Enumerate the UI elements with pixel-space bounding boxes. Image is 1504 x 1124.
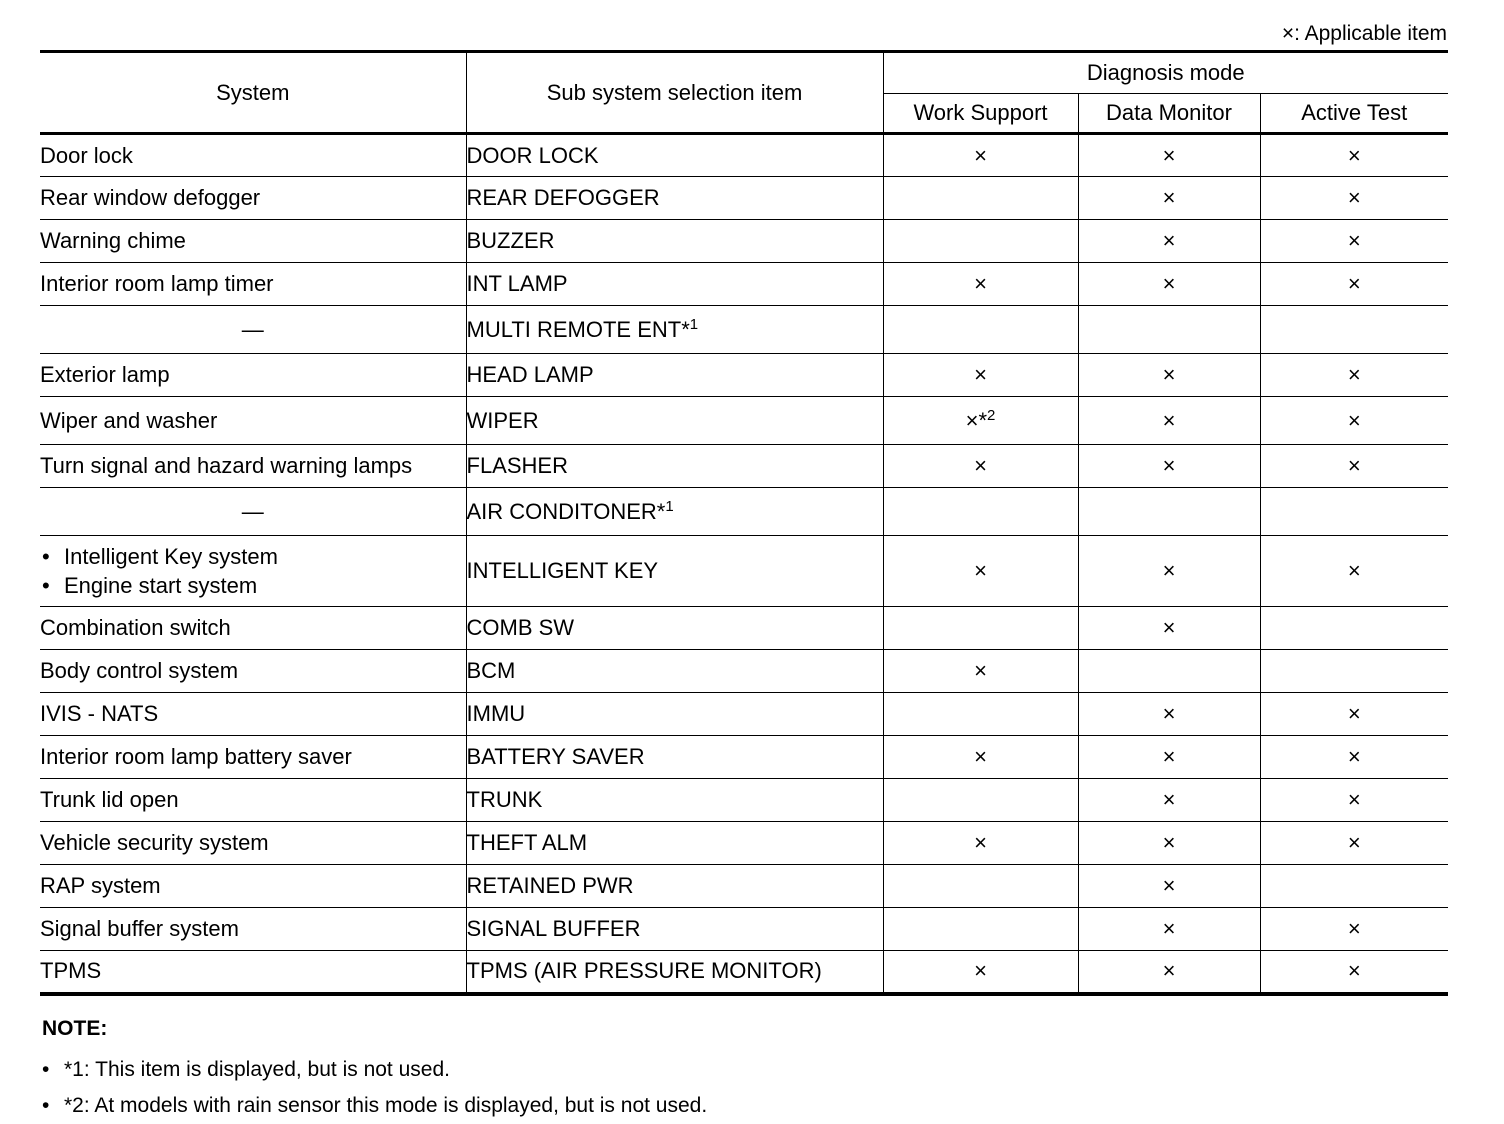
system-cell: TPMS (40, 951, 466, 994)
work-support-cell: × (883, 354, 1078, 397)
system-cell: RAP system (40, 865, 466, 908)
system-cell: Door lock (40, 134, 466, 177)
work-support-cell: × (883, 536, 1078, 607)
system-cell: Trunk lid open (40, 779, 466, 822)
data-monitor-cell: × (1078, 607, 1260, 650)
table-row (40, 220, 1448, 263)
work-support-cell: × (883, 736, 1078, 779)
sub-system-cell: IMMU (466, 693, 883, 736)
sub-system-cell: RETAINED PWR (466, 865, 883, 908)
data-monitor-cell (1078, 650, 1260, 693)
active-test-cell: × (1260, 220, 1448, 263)
sub-system-cell: THEFT ALM (466, 822, 883, 865)
table-row (40, 397, 1448, 445)
work-support-cell: × (883, 650, 1078, 693)
table-row (40, 488, 1448, 536)
list-item: • Intelligent Key system (40, 542, 466, 571)
system-cell: Turn signal and hazard warning lamps (40, 445, 466, 488)
work-support-cell: × (883, 445, 1078, 488)
work-support-cell (883, 779, 1078, 822)
sub-system-cell: FLASHER (466, 445, 883, 488)
system-cell: Exterior lamp (40, 354, 466, 397)
table-row (40, 693, 1448, 736)
active-test-cell (1260, 488, 1448, 536)
system-cell: Signal buffer system (40, 908, 466, 951)
table-row (40, 445, 1448, 488)
note-title: NOTE: (42, 1017, 108, 1040)
data-monitor-cell: × (1078, 951, 1260, 994)
work-support-cell (883, 220, 1078, 263)
active-test-cell: × (1260, 177, 1448, 220)
work-support-cell (883, 865, 1078, 908)
table-row (40, 951, 1448, 994)
work-support-cell: × (883, 263, 1078, 306)
work-support-cell (883, 306, 1078, 354)
table-row (40, 865, 1448, 908)
active-test-cell: × (1260, 134, 1448, 177)
active-test-cell: × (1260, 951, 1448, 994)
active-test-cell: × (1260, 536, 1448, 607)
active-test-cell: × (1260, 263, 1448, 306)
data-monitor-cell: × (1078, 177, 1260, 220)
header-sub-system: Sub system selection item (466, 52, 883, 134)
data-monitor-cell: × (1078, 779, 1260, 822)
active-test-cell (1260, 306, 1448, 354)
system-cell: Body control system (40, 650, 466, 693)
data-monitor-cell: × (1078, 908, 1260, 951)
applicable-item-legend: ×: Applicable item (1281, 22, 1447, 45)
table-row (40, 263, 1448, 306)
table-row (40, 607, 1448, 650)
header-data-monitor: Data Monitor (1078, 94, 1260, 134)
work-support-cell (883, 488, 1078, 536)
system-cell: Warning chime (40, 220, 466, 263)
footnote-ref: 1 (665, 497, 674, 515)
sub-system-cell: COMB SW (466, 607, 883, 650)
system-cell: Vehicle security system (40, 822, 466, 865)
system-cell: Interior room lamp battery saver (40, 736, 466, 779)
data-monitor-cell: × (1078, 220, 1260, 263)
data-monitor-cell: × (1078, 736, 1260, 779)
active-test-cell: × (1260, 445, 1448, 488)
header-diagnosis-mode: Diagnosis mode (883, 52, 1448, 94)
active-test-cell: × (1260, 736, 1448, 779)
table-row (40, 650, 1448, 693)
active-test-cell: × (1260, 779, 1448, 822)
system-cell: Combination switch (40, 607, 466, 650)
data-monitor-cell (1078, 488, 1260, 536)
data-monitor-cell: × (1078, 822, 1260, 865)
data-monitor-cell: × (1078, 865, 1260, 908)
footnote-ref: 2 (987, 406, 996, 424)
footnote-ref: 1 (689, 315, 699, 333)
data-monitor-cell: × (1078, 693, 1260, 736)
sub-system-cell: REAR DEFOGGER (466, 177, 883, 220)
table-row (40, 779, 1448, 822)
sub-system-cell: DOOR LOCK (466, 134, 883, 177)
data-monitor-cell: × (1078, 134, 1260, 177)
active-test-cell: × (1260, 908, 1448, 951)
data-monitor-cell: × (1078, 354, 1260, 397)
note-item: • *2: At models with rain sensor this mode is displayed, but is not used. (42, 1088, 707, 1124)
active-test-cell: × (1260, 354, 1448, 397)
header-system: System (40, 52, 466, 134)
table-row (40, 536, 1448, 607)
sub-system-cell: AIR CONDITONER*$^1$ (466, 488, 883, 536)
work-support-cell: × (883, 822, 1078, 865)
system-cell: Interior room lamp timer (40, 263, 466, 306)
table-row (40, 354, 1448, 397)
system-list (40, 542, 466, 600)
work-support-cell: × (883, 951, 1078, 994)
work-support-cell (883, 908, 1078, 951)
sub-system-cell: SIGNAL BUFFER (466, 908, 883, 951)
sub-system-cell: WIPER (466, 397, 883, 445)
diagnosis-mode-table (40, 50, 1448, 996)
header-active-test: Active Test (1260, 94, 1448, 134)
work-support-cell: × (883, 134, 1078, 177)
sub-system-cell: BCM (466, 650, 883, 693)
sub-system-cell: BUZZER (466, 220, 883, 263)
data-monitor-cell: × (1078, 536, 1260, 607)
table-row (40, 908, 1448, 951)
table-row (40, 134, 1448, 177)
note-section (42, 1016, 707, 1124)
data-monitor-cell: × (1078, 397, 1260, 445)
sub-system-cell: TPMS (AIR PRESSURE MONITOR) (466, 951, 883, 994)
sub-system-cell: MULTI REMOTE ENT*$^1$ (466, 306, 883, 354)
sub-system-cell: BATTERY SAVER (466, 736, 883, 779)
active-test-cell: × (1260, 397, 1448, 445)
system-cell: Wiper and washer (40, 397, 466, 445)
sub-system-cell: TRUNK (466, 779, 883, 822)
note-item: • *1: This item is displayed, but is not used. (42, 1052, 707, 1088)
active-test-cell (1260, 865, 1448, 908)
system-cell (40, 536, 466, 607)
sub-system-cell: INTELLIGENT KEY (466, 536, 883, 607)
system-cell: Rear window defogger (40, 177, 466, 220)
list-item: • Engine start system (40, 571, 466, 600)
sub-system-cell: HEAD LAMP (466, 354, 883, 397)
table-row (40, 822, 1448, 865)
table-row (40, 177, 1448, 220)
work-support-cell: ×*$^2$ (883, 397, 1078, 445)
note-list (42, 1052, 707, 1124)
sub-system-cell: INT LAMP (466, 263, 883, 306)
work-support-cell (883, 607, 1078, 650)
active-test-cell: × (1260, 822, 1448, 865)
system-cell: IVIS - NATS (40, 693, 466, 736)
table-row (40, 736, 1448, 779)
data-monitor-cell: × (1078, 263, 1260, 306)
table-row (40, 306, 1448, 354)
work-support-cell (883, 693, 1078, 736)
active-test-cell: × (1260, 693, 1448, 736)
data-monitor-cell (1078, 306, 1260, 354)
data-monitor-cell: × (1078, 445, 1260, 488)
active-test-cell (1260, 607, 1448, 650)
work-support-cell (883, 177, 1078, 220)
system-cell: — (40, 488, 466, 536)
header-work-support: Work Support (883, 94, 1078, 134)
active-test-cell (1260, 650, 1448, 693)
system-cell: — (40, 306, 466, 354)
